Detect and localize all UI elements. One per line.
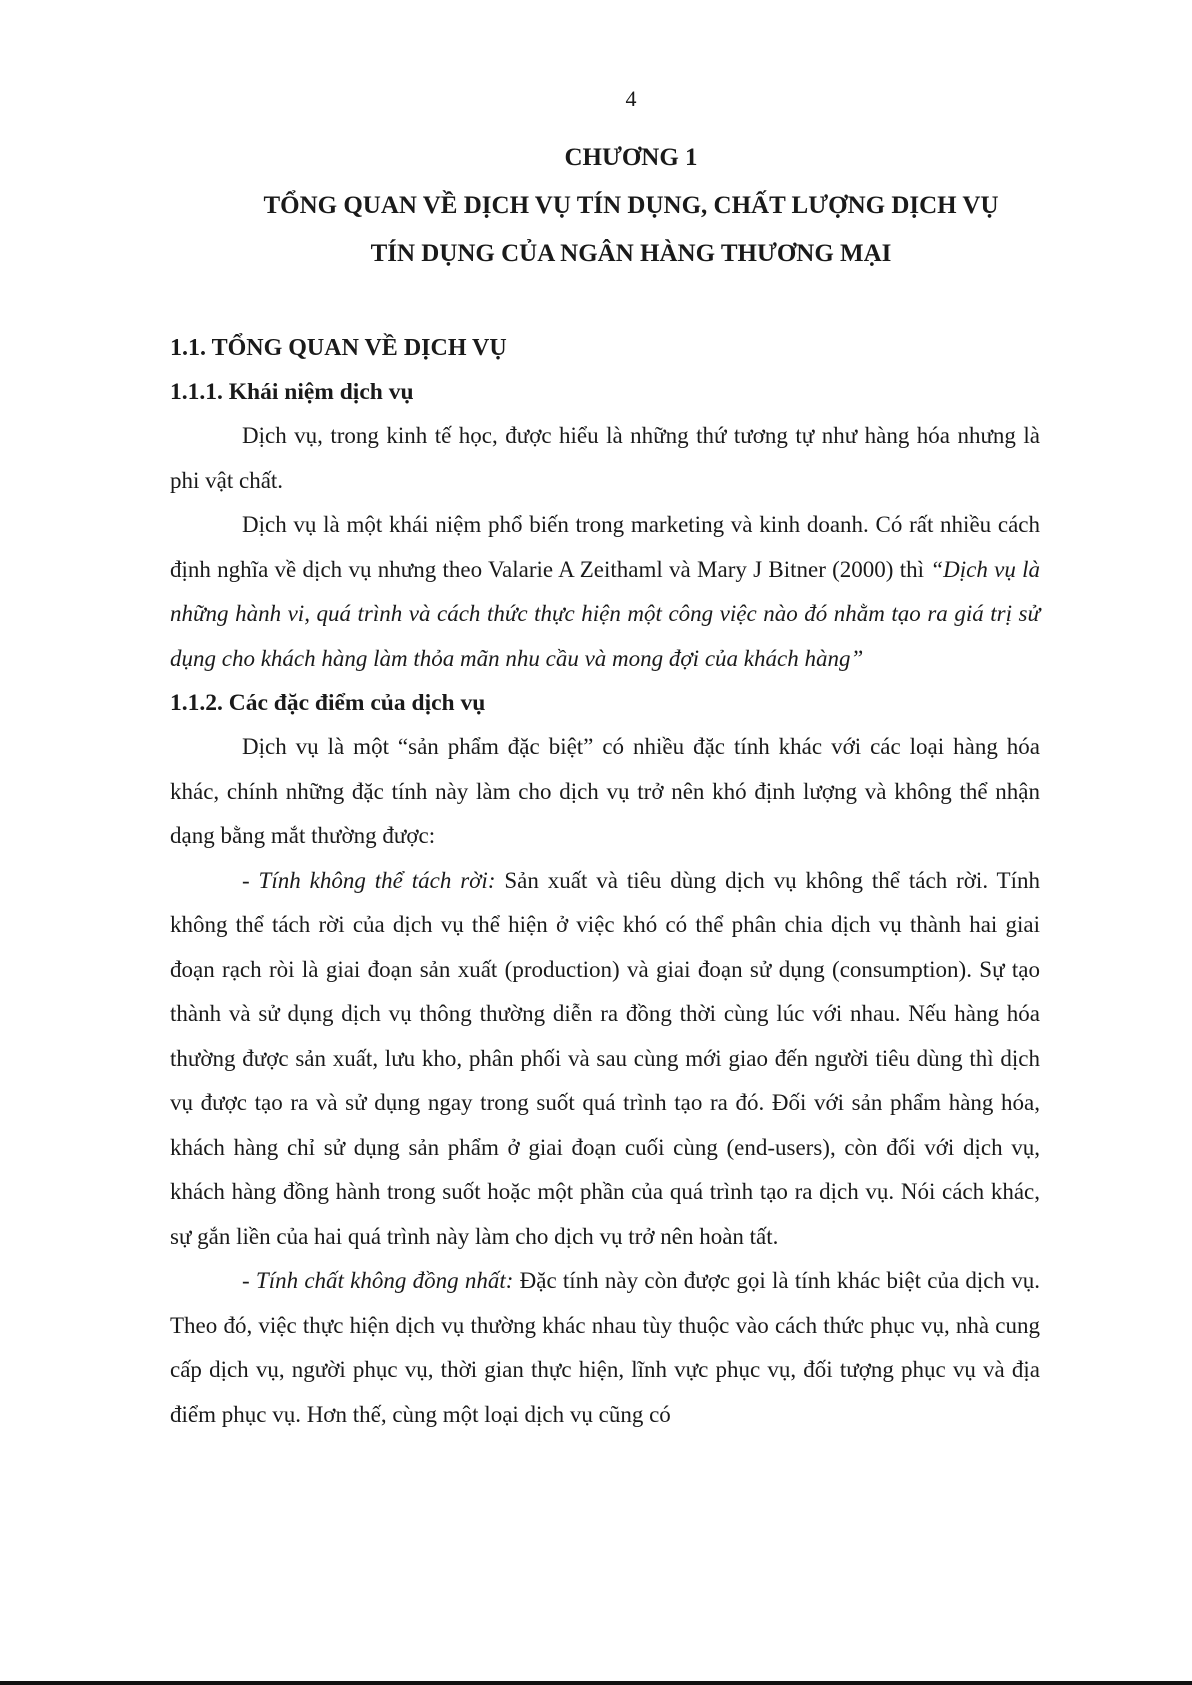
paragraph-service-definition: Dịch vụ, trong kinh tế học, được hiểu là những thứ tương tự như hàng hóa nhưng là phi vật chất.: [170, 423, 1040, 493]
quoted-definition: “Dịch vụ là những hành vi, quá trình và cách thức thực hiện một công việc nào đó nhằm tạo ra giá trị sử dụng cho khách hàng làm thỏa mãn nhu cầu và mong đợi của khách hàng”: [170, 556, 1040, 671]
paragraph-service-concept: [170, 503, 1040, 681]
chapter-label: CHƯƠNG 1: [564, 144, 698, 171]
chapter-title-line-1: TỔNG QUAN VỀ DỊCH VỤ TÍN DỤNG, CHẤT LƯỢNG DỊCH VỤ: [263, 192, 999, 219]
document-body: [170, 326, 1040, 1437]
section-heading-1-1: 1.1. TỔNG QUAN VỀ DỊCH VỤ: [170, 335, 507, 361]
page-number: 4: [625, 86, 637, 111]
characteristic-lead: - Tính chất không đồng nhất:: [242, 1268, 514, 1293]
paragraph-text: Sản xuất và tiêu dùng dịch vụ không thể tách rời. Tính không thể tách rời của dịch vụ thể hiện ở việc khó có thể phân chia dịch vụ thành hai giai đoạn rạch ròi là giai đoạn sản xuất (production) và giai đoạn sử dụng (consumption). Sự tạo thành và sử dụng dịch vụ thông thường diễn ra đồng thời cùng lúc với nhau. Nếu hàng hóa thường được sản xuất, lưu kho, phân phối và sau cùng mới giao đến người tiêu dùng thì dịch vụ được tạo ra và sử dụng ngay trong suốt quá trình tạo ra đó. Đối với sản phẩm hàng hóa, khách hàng chỉ sử dụng sản phẩm ở giai đoạn cuối cùng (end-users), còn đối với dịch vụ, khách hàng đồng hành trong suốt hoặc một phần của quá trình tạo ra dịch vụ. Nói cách khác, sự gắn liền của hai quá trình này làm cho dịch vụ trở nên hoàn tất.: [170, 867, 1040, 1249]
paragraph-service-characteristics: Dịch vụ là một “sản phẩm đặc biệt” có nhiều đặc tính khác với các loại hàng hóa khác, chính những đặc tính này làm cho dịch vụ trở nên khó định lượng và không thể nhận dạng bằng mắt thường được:: [170, 734, 1040, 848]
section-heading-1-1-2: 1.1.2. Các đặc điểm của dịch vụ: [170, 690, 486, 716]
characteristic-lead: - Tính không thể tách rời:: [242, 867, 496, 893]
bottom-divider: [0, 1681, 1192, 1685]
chapter-title-line-2: TÍN DỤNG CỦA NGÂN HÀNG THƯƠNG MẠI: [370, 240, 892, 267]
section-heading-1-1-1: 1.1.1. Khái niệm dịch vụ: [170, 379, 414, 405]
paragraph-heterogeneity: [170, 1259, 1040, 1437]
paragraph-text: Dịch vụ là một khái niệm phổ biến trong marketing và kinh doanh. Có rất nhiều cách định nghĩa về dịch vụ nhưng theo Valarie A Zeithaml và Mary J Bitner (2000) thì: [170, 512, 1040, 582]
paragraph-inseparability: [170, 859, 1040, 1260]
chapter-title: [170, 182, 1092, 278]
paragraph-text: Đặc tính này còn được gọi là tính khác biệt của dịch vụ. Theo đó, việc thực hiện dịch vụ thường khác nhau tùy thuộc vào cách thức phục vụ, nhà cung cấp dịch vụ, người phục vụ, thời gian thực hiện, lĩnh vực phục vụ, đối tượng phục vụ và địa điểm phục vụ. Hơn thế, cùng một loại dịch vụ cũng có: [170, 1268, 1040, 1427]
